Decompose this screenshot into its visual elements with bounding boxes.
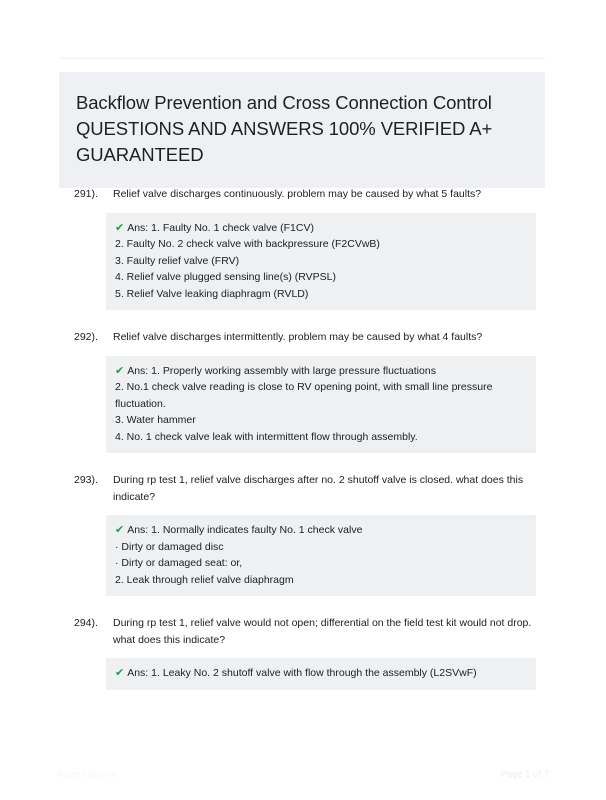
check-icon: ✔: [115, 364, 125, 377]
check-icon: ✔: [115, 524, 125, 536]
question-row: [0, 615, 606, 648]
question-item: [0, 472, 606, 596]
header-divider: [60, 58, 545, 59]
answer-line: 2. Leak through relief valve diaphragm: [115, 573, 294, 586]
answer-line: 4. Relief valve plugged sensing line(s) (RVPSL): [115, 271, 337, 283]
question-list: [0, 186, 606, 709]
check-icon: ✔: [115, 221, 125, 234]
answer-line-text: Ans: 1. Properly working assembly with large pressure fluctuations: [127, 364, 436, 377]
answer-line-text: Ans: 1. Faulty No. 1 check valve (F1CV): [127, 221, 314, 234]
answer-line: 5. Relief Valve leaking diaphragm (RVLD): [115, 287, 309, 300]
answer-line: 2. No.1 check valve reading is close to RV opening point, with small line pressure fluctuation.: [115, 381, 496, 410]
answer-line-text: Ans: 1. Leaky No. 2 shutoff valve with flow through the assembly (L2SVwF): [127, 667, 477, 679]
answer-line: [115, 522, 527, 539]
document-title-banner: [59, 72, 545, 188]
question-text: During rp test 1, relief valve discharges after no. 2 shutoff valve is closed. what does this indicate?: [113, 474, 524, 503]
watermark-label: PaperStic.com: [57, 769, 117, 779]
question-number: 291).: [74, 188, 98, 200]
question-row: [0, 186, 606, 203]
question-text: Relief valve discharges intermittently. problem may be caused by what 4 faults?: [113, 331, 483, 343]
question-item: [0, 615, 606, 690]
page-title: Backflow Prevention and Cross Connection Control QUESTIONS AND ANSWERS 100% VERIFIED A+ GUARANTEED: [76, 92, 493, 165]
answer-line: 2. Faulty No. 2 check valve with backpressure (F2CVwB): [115, 238, 380, 250]
answer-line: · Dirty or damaged seat: or,: [115, 557, 243, 569]
answer-line: 3. Water hammer: [115, 414, 196, 426]
question-number: 294).: [74, 617, 98, 629]
answer-line: [115, 665, 527, 682]
answer-box: [106, 356, 536, 454]
answer-line: · Dirty or damaged disc: [115, 540, 224, 553]
answer-line: 4. No. 1 check valve leak with intermittent flow through assembly.: [115, 430, 418, 443]
answer-box: [106, 658, 536, 690]
question-item: [0, 186, 606, 310]
question-item: [0, 329, 606, 453]
check-icon: ✔: [115, 667, 125, 679]
answer-line: [115, 363, 527, 380]
page-number-label: Page 1 of 7: [500, 769, 549, 779]
answer-box: [106, 213, 536, 311]
answer-line-text: Ans: 1. Normally indicates faulty No. 1 check valve: [127, 524, 363, 536]
question-row: [0, 329, 606, 346]
question-text: Relief valve discharges continuously. problem may be caused by what 5 faults?: [113, 188, 482, 200]
question-row: [0, 472, 606, 505]
question-number: 293).: [74, 474, 98, 486]
answer-box: [106, 515, 536, 596]
page-footer: [0, 766, 606, 786]
answer-line: [115, 220, 527, 237]
question-text: During rp test 1, relief valve would not open; differential on the field test kit would not drop. what does this indicate?: [113, 617, 532, 646]
answer-line: 3. Faulty relief valve (FRV): [115, 254, 240, 267]
question-number: 292).: [74, 331, 98, 343]
